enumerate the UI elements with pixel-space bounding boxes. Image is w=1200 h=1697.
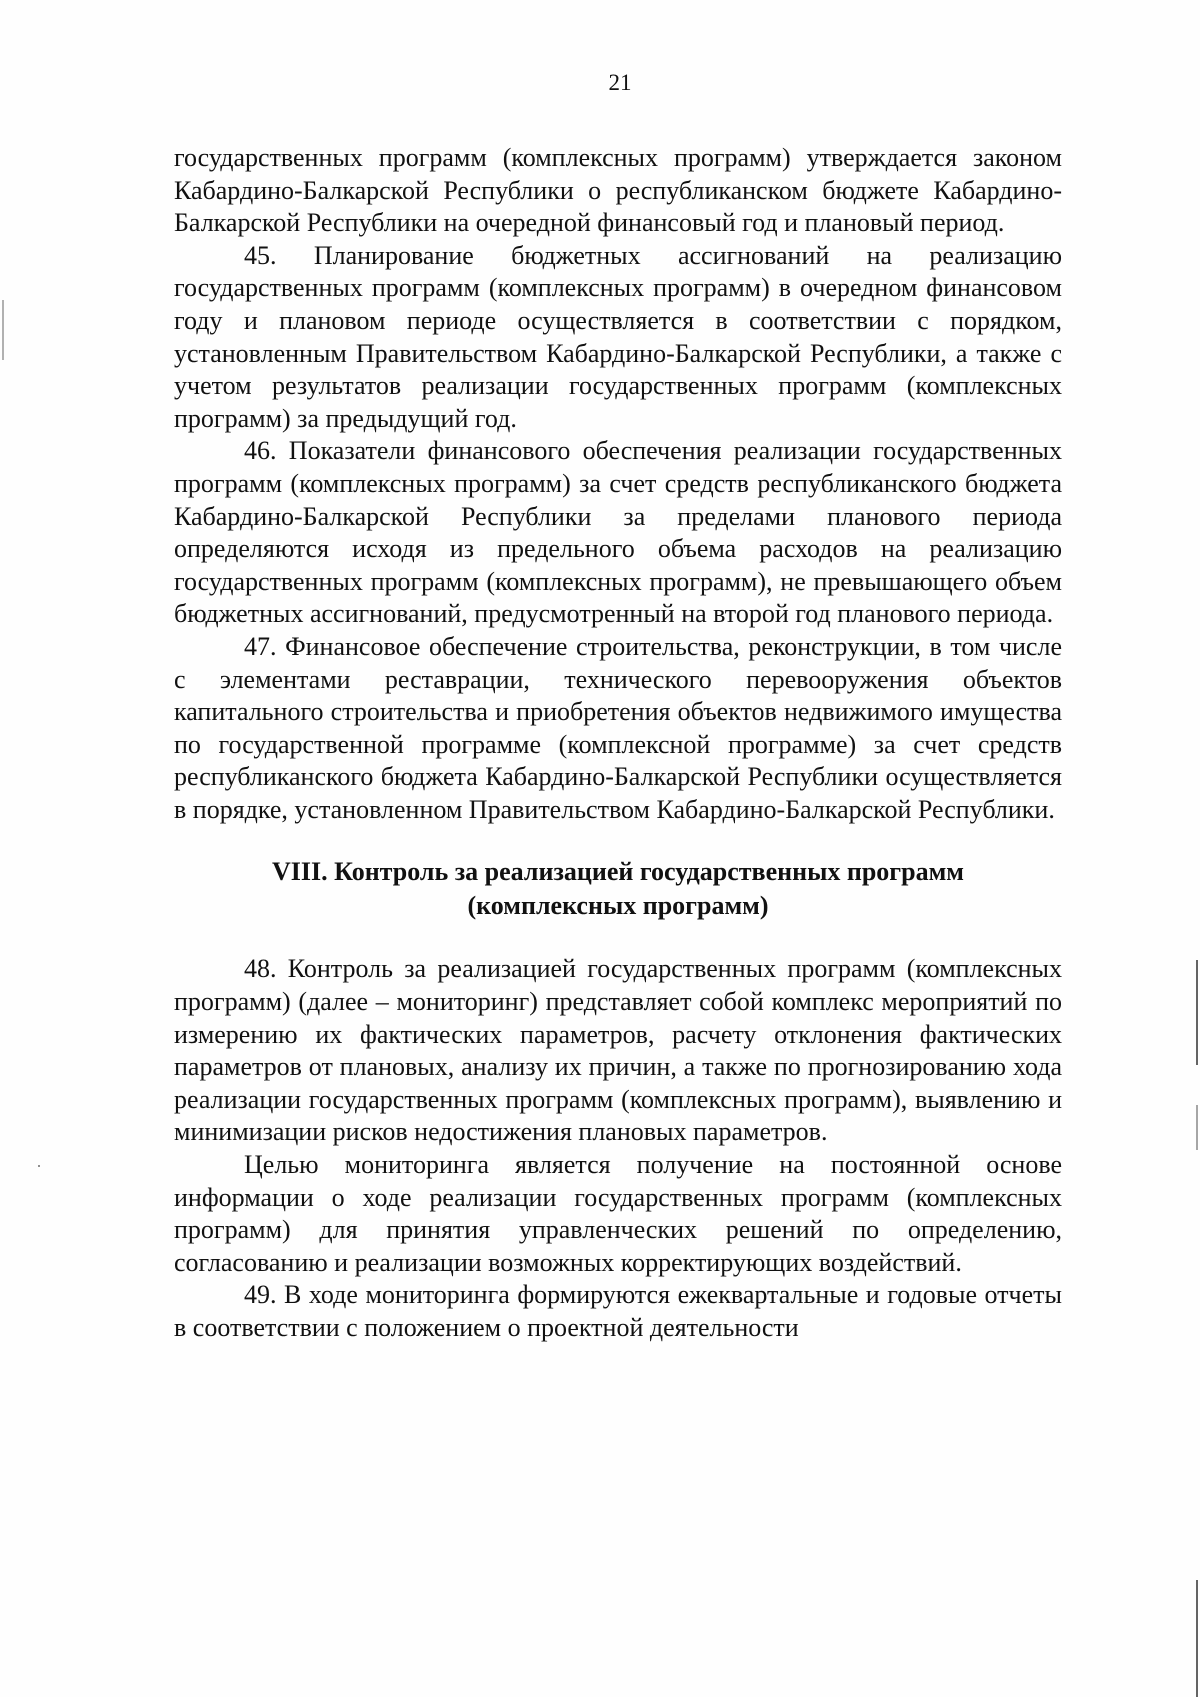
paragraph-47: 47. Финансовое обеспечение строительства, реконструкции, в том числе с элементами реставрации, технического перевооружения объектов капитального строительства и приобретения объектов недвижимого имущества по государственной программе (комплексной программе) за счет средств республиканского бюджета Кабардино-Балкарской Республики осуществляется в порядке, установленном Правительством Кабардино-Балкарской Республики. bbox=[174, 631, 1062, 824]
scan-edge-mark-left bbox=[2, 300, 4, 360]
section-heading bbox=[174, 855, 1062, 923]
paragraph-46: 46. Показатели финансового обеспечения реализации государственных программ (комплексных программ) за счет средств республиканского бюджета Кабардино-Балкарской Республики за пределами планового периода определяются исходя из предельного объема расходов на реализацию государственных программ (комплексных программ), не превышающего объем бюджетных ассигнований, предусмотренный на второй год планового периода. bbox=[174, 436, 1062, 629]
scan-dust-speck bbox=[38, 1165, 40, 1167]
page-number: 21 bbox=[608, 70, 632, 95]
scan-edge-mark-right-middle bbox=[1196, 1105, 1198, 1150]
section-heading-line-2: (комплексных программ) bbox=[467, 891, 769, 921]
paragraph-49: 49. В ходе мониторинга формируются ежеквартальные и годовые отчеты в соответствии с положением о проектной деятельности bbox=[174, 1280, 1062, 1342]
paragraph-45: 45. Планирование бюджетных ассигнований на реализацию государственных программ (комплексных программ) в очередном финансовом году и плановом периоде осуществляется в соответствии с порядком, установленным Правительством Кабардино-Балкарской Республики, а также с учетом результатов реализации государственных программ (комплексных программ) за предыдущий год. bbox=[174, 240, 1062, 433]
scan-edge-mark-right-upper bbox=[1196, 960, 1198, 1065]
paragraph-monitoring-goal: Целью мониторинга является получение на постоянной основе информации о ходе реализации государственных программ (комплексных программ) для принятия управленческих решений по определению, согласованию и реализации возможных корректирующих воздействий. bbox=[174, 1150, 1062, 1277]
section-heading-line-1: VIII. Контроль за реализацией государственных программ bbox=[272, 857, 964, 887]
paragraph-48: 48. Контроль за реализацией государственных программ (комплексных программ) (далее – мониторинг) представляет собой комплекс мероприятий по измерению их фактических параметров, расчету отклонения фактических параметров от плановых, анализу их причин, а также по прогнозированию хода реализации государственных программ (комплексных программ), выявлению и минимизации рисков недостижения плановых параметров. bbox=[174, 954, 1062, 1147]
document-body bbox=[174, 142, 1062, 1345]
scan-edge-mark-right-lower bbox=[1196, 1580, 1198, 1697]
paragraph-continuation: государственных программ (комплексных программ) утверждается законом Кабардино-Балкарской Республики о республиканском бюджете Кабардино-Балкарской Республики на очередной финансовый год и плановый период. bbox=[174, 143, 1062, 238]
